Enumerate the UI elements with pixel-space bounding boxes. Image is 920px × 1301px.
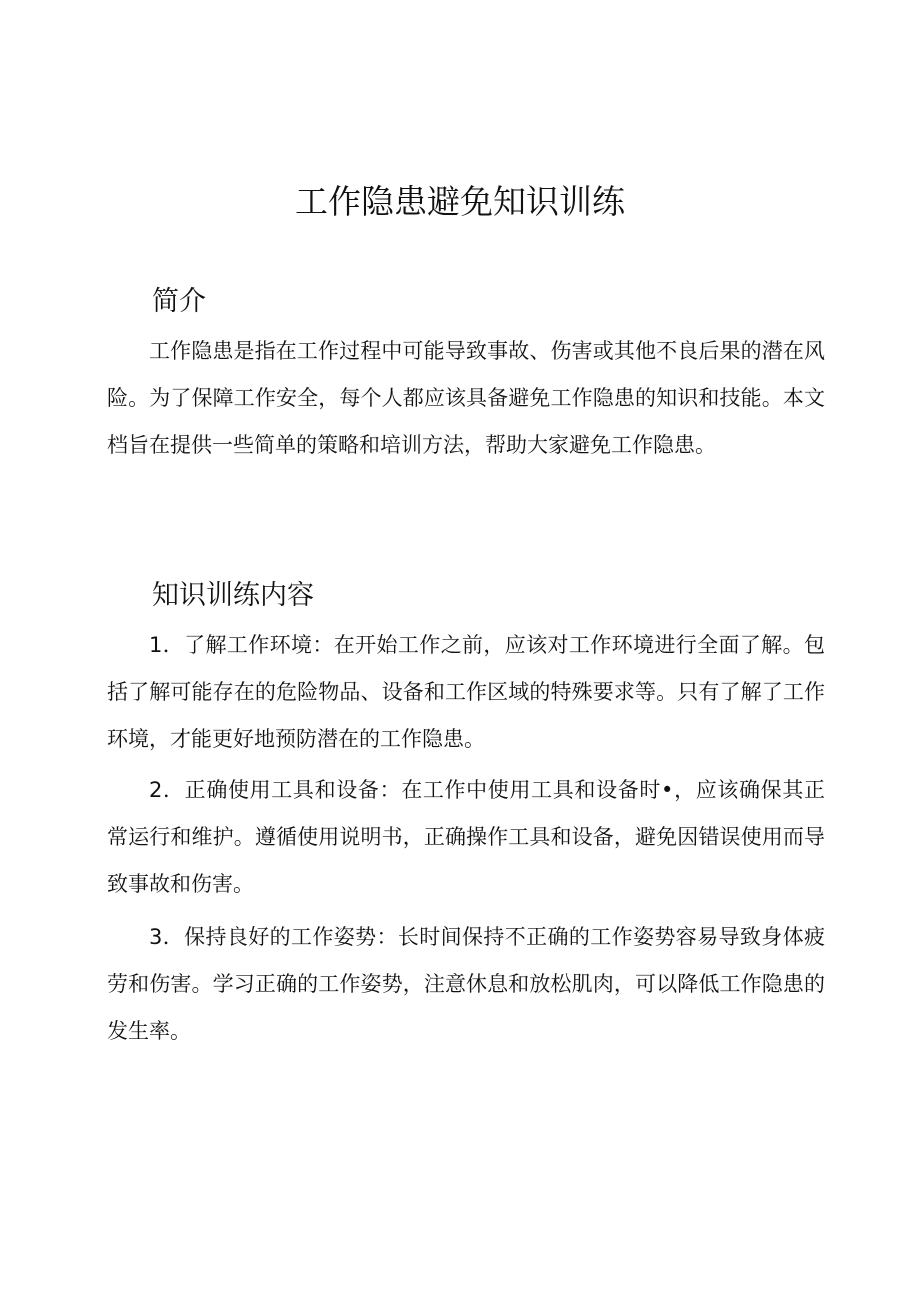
item-number: 3． (149, 925, 185, 949)
section-heading-content: 知识训练内容 (152, 580, 314, 611)
content-item-2 (107, 767, 825, 908)
item-text: 了解工作环境：在开始工作之前，应该对工作环境进行全面了解。包括了解可能存在的危险物品、设备和工作区域的特殊要求等。只有了解了工作环境，才能更好地预防潜在的工作隐患。 (107, 633, 825, 751)
section-heading-intro: 简介 (152, 286, 206, 317)
content-item-3 (107, 914, 825, 1055)
item-number: 1． (149, 633, 185, 657)
document-title: 工作隐患避免知识训练 (295, 182, 625, 221)
item-text: 保持良好的工作姿势：长时间保持不正确的工作姿势容易导致身体疲劳和伤害。学习正确的工作姿势，注意休息和放松肌肉，可以降低工作隐患的发生率。 (107, 925, 825, 1043)
content-item-1 (107, 622, 825, 763)
item-number: 2． (149, 778, 185, 802)
item-text: 正确使用工具和设备：在工作中使用工具和设备时•，应该确保其正常运行和维护。遵循使用说明书，正确操作工具和设备，避免因错误使用而导致事故和伤害。 (107, 778, 825, 896)
intro-paragraph: 工作隐患是指在工作过程中可能导致事故、伤害或其他不良后果的潜在风险。为了保障工作安全，每个人都应该具备避免工作隐患的知识和技能。本文档旨在提供一些简单的策略和培训方法，帮助大家避免工作隐患。 (107, 339, 825, 457)
